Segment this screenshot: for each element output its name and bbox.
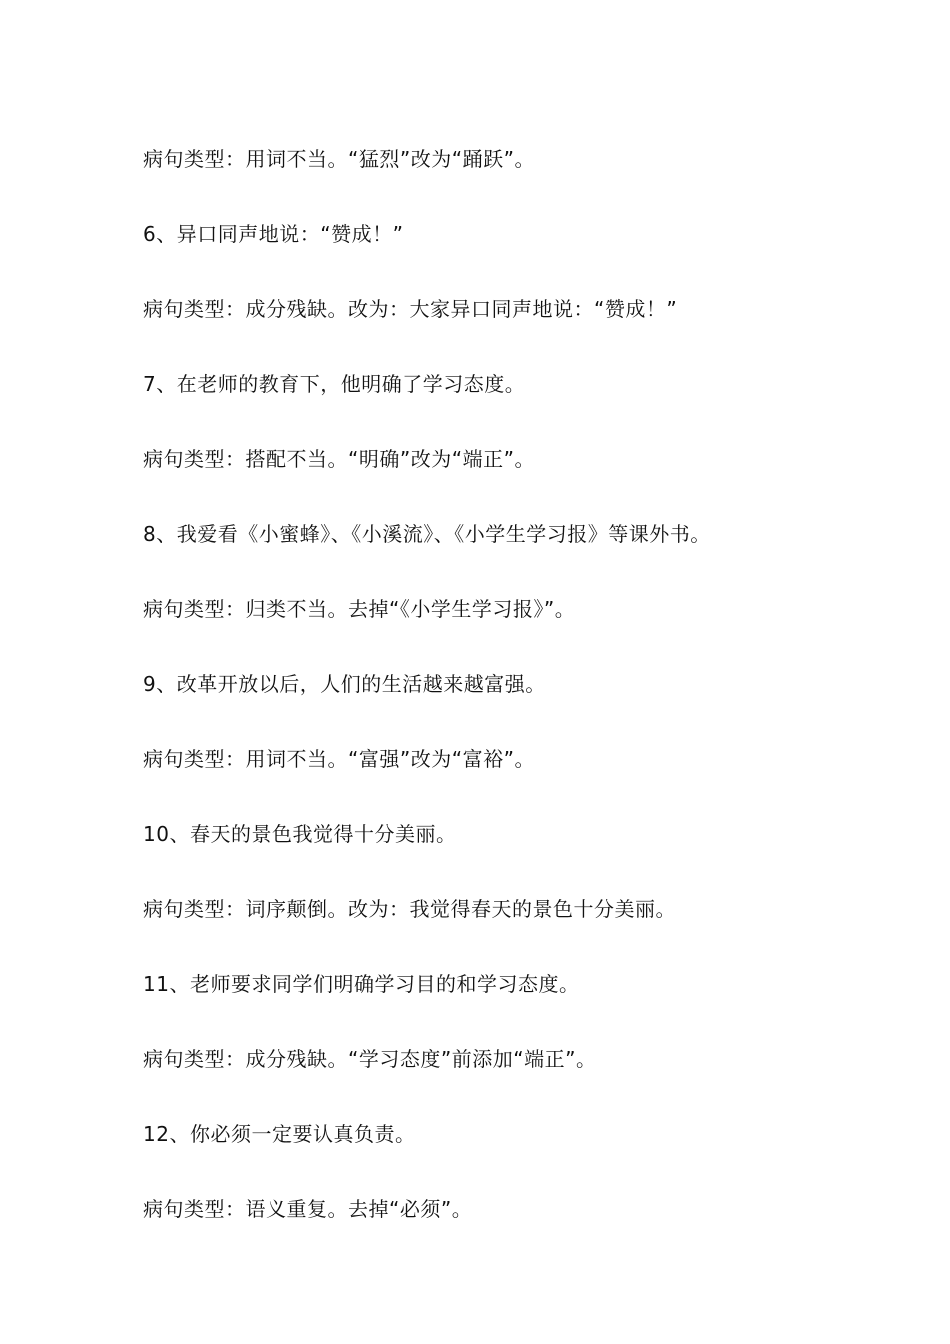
exercise-lines <box>143 141 903 1266</box>
question-line: 6、异口同声地说：“赞成！” <box>143 222 404 246</box>
question-line: 8、我爱看《小蜜蜂》、《小溪流》、《小学生学习报》等课外书。 <box>143 522 711 546</box>
answer-line: 病句类型：归类不当。去掉“《小学生学习报》”。 <box>143 597 576 621</box>
answer-line: 病句类型：成分残缺。改为：大家异口同声地说：“赞成！” <box>143 297 678 321</box>
answer-line: 病句类型：词序颠倒。改为：我觉得春天的景色十分美丽。 <box>143 897 676 921</box>
answer-line: 病句类型：搭配不当。“明确”改为“端正”。 <box>143 447 535 471</box>
question-line: 9、改革开放以后，人们的生活越来越富强。 <box>143 672 546 696</box>
question-line: 12、你必须一定要认真负责。 <box>143 1122 416 1146</box>
answer-line: 病句类型：用词不当。“猛烈”改为“踊跃”。 <box>143 147 535 171</box>
answer-line: 病句类型：成分残缺。“学习态度”前添加“端正”。 <box>143 1047 597 1071</box>
answer-line: 病句类型：语义重复。去掉“必须”。 <box>143 1197 473 1221</box>
answer-line: 病句类型：用词不当。“富强”改为“富裕”。 <box>143 747 535 771</box>
question-line: 11、老师要求同学们明确学习目的和学习态度。 <box>143 972 580 996</box>
question-line: 7、在老师的教育下，他明确了学习态度。 <box>143 372 526 396</box>
question-line: 10、春天的景色我觉得十分美丽。 <box>143 822 457 846</box>
